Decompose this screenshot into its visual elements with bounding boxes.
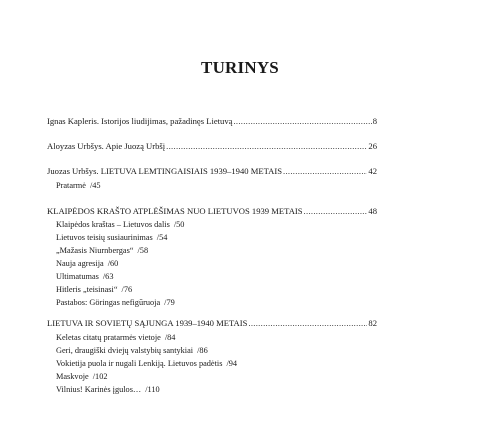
toc-subentry-page: /76 — [121, 285, 133, 294]
toc-entry-page: 42 — [368, 166, 377, 176]
toc-entry-text: LIETUVA IR SOVIETŲ SĄJUNGA 1939–1940 METAIS — [47, 318, 248, 328]
toc-subentry-text: „Mažasis Niurnbergas“ — [56, 246, 134, 255]
toc-subentry-page: /58 — [137, 246, 149, 255]
toc-subentry-page: /79 — [164, 298, 175, 307]
toc-subentry-text: Lietuvos teisių susiaurinimas — [56, 233, 153, 242]
toc-entry-text: Aloyzas Urbšys. Apie Juozą Urbšį — [47, 141, 166, 151]
dot-leader — [233, 116, 371, 127]
dot-leader — [248, 318, 367, 329]
toc-subentry — [56, 245, 148, 256]
toc-subentry-page: /86 — [197, 346, 208, 355]
toc-subentry-text: Nauja agresija — [56, 259, 104, 268]
toc-subentry-page: /63 — [102, 272, 114, 281]
toc-subentry-text: Vokietija puola ir nugali Lenkiją. Lietuvos padėtis — [56, 359, 223, 368]
toc-entry-page: 48 — [368, 206, 377, 216]
toc-subentry-text: Vilnius! Karinės įgulos… — [56, 385, 142, 394]
toc-subentry — [56, 232, 167, 243]
page-title: TURINYS — [201, 58, 279, 77]
toc-subentry — [56, 384, 160, 395]
dot-leader — [283, 166, 367, 177]
toc-entry — [47, 206, 377, 217]
toc-subentry-text: Maskvoje — [56, 372, 89, 381]
toc-subentry-text: Pastabos: Göringas nefigūruoja — [56, 298, 161, 307]
toc-subentry-text: Hitleris „teisinasi“ — [56, 285, 118, 294]
toc-subentry-page: /102 — [92, 372, 108, 381]
toc-subentry-page: /60 — [107, 259, 119, 268]
toc-entry-text: KLAIPĖDOS KRAŠTO ATPLĖŠIMAS NUO LIETUVOS 1939 METAIS — [47, 206, 303, 216]
dot-leader — [166, 141, 367, 152]
toc-subentry — [56, 284, 132, 295]
toc-entry — [47, 116, 377, 127]
toc-subentry-page: /84 — [164, 333, 176, 342]
dot-leader — [304, 206, 368, 217]
toc-subentry-text: Keletas citatų pratarmės vietoje — [56, 333, 161, 342]
toc-subentry-text: Pratarmė — [56, 181, 86, 190]
toc-subentry — [56, 258, 118, 269]
toc-subentry-text: Geri, draugiški dviejų valstybių santykiai — [56, 346, 194, 355]
toc-subentry-page: /110 — [145, 385, 160, 394]
toc-subentry — [56, 358, 237, 369]
toc-subentry — [56, 345, 208, 356]
toc-subentry-page: /50 — [173, 220, 185, 229]
toc-subentry-text: Klaipėdos kraštas – Lietuvos dalis — [56, 220, 170, 229]
toc-entry-text: Ignas Kapleris. Istorijos liudijimas, pažadinęs Lietuvą — [47, 116, 233, 126]
toc-entry — [47, 141, 377, 152]
toc-subentry — [56, 271, 113, 282]
toc-subentry-page: /94 — [226, 359, 238, 368]
toc-entry — [47, 166, 377, 177]
toc-subentry-page: /45 — [89, 181, 101, 190]
toc-subentry — [56, 180, 101, 191]
toc-subentry-text: Ultimatumas — [56, 272, 99, 281]
toc-entry — [47, 318, 377, 329]
toc-subentry — [56, 219, 184, 230]
toc-entry-page: 26 — [368, 141, 377, 151]
toc-entry-page: 82 — [368, 318, 377, 328]
toc-entry-text: Juozas Urbšys. LIETUVA LEMTINGAISIAIS 1939–1940 METAIS — [47, 166, 282, 176]
toc-subentry — [56, 332, 175, 343]
toc-subentry — [56, 371, 108, 382]
toc-entry-page: 8 — [372, 116, 377, 126]
toc-subentry — [56, 297, 175, 308]
toc-subentry-page: /54 — [156, 233, 168, 242]
